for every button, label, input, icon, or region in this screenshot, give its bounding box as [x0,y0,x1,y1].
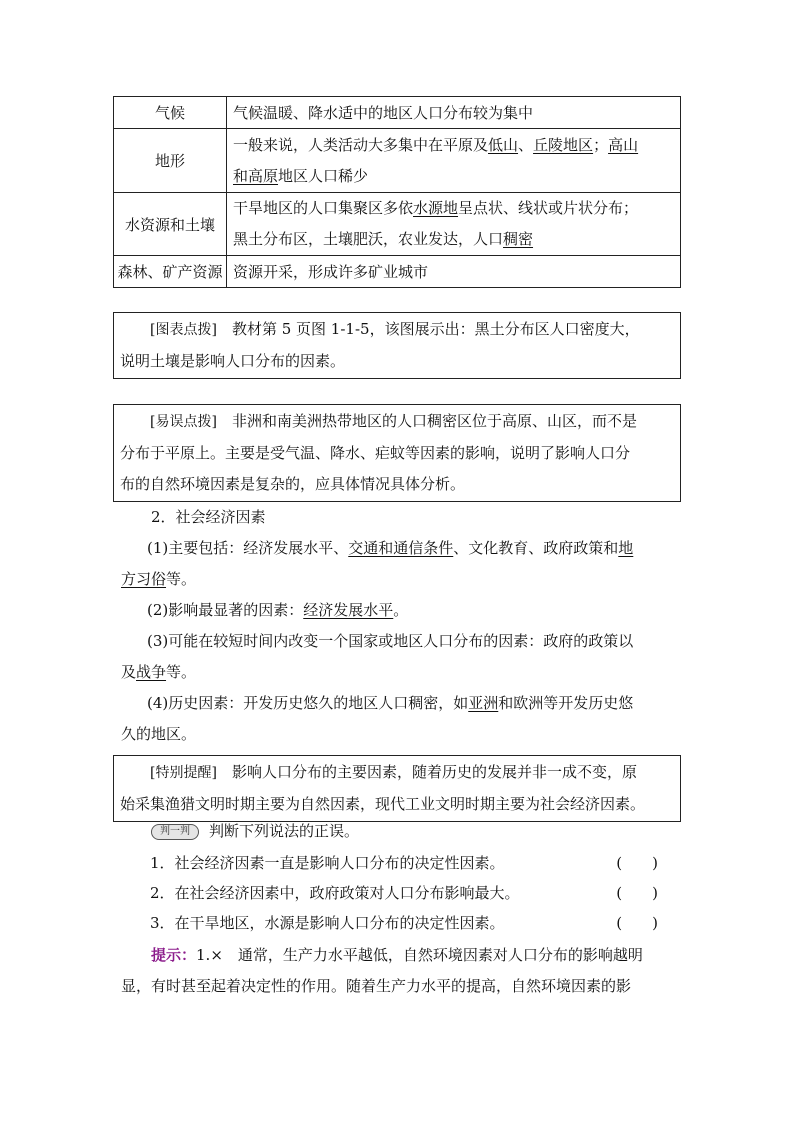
factor-name: 地形 [114,129,227,193]
box-text: 始采集渔猎文明时期主要为自然因素，现代工业文明时期主要为社会经济因素。 [120,795,646,813]
answer-blank[interactable]: ( ) [616,884,658,902]
underlined-text: 地 [618,539,634,557]
text-run: 一般来说，人类活动大多集中在平原及 [233,135,489,154]
box-text: 分布于平原上。主要是受气温、降水、疟蚊等因素的影响，说明了影响人口分 [120,444,631,462]
text-run: 干旱地区的人口集聚区多依 [233,199,414,217]
text-run: 等。 [166,570,197,588]
text-run: 等。 [166,663,197,681]
underlined-text: 方习俗 [121,570,167,588]
box-text: 说明土壤是影响人口分布的因素。 [120,352,346,370]
table-row [114,256,681,288]
box-tag: [图表点拨] [150,322,217,338]
underlined-text: 和高原 [233,166,279,185]
hint-section [121,940,681,1002]
question-text: 3．在干旱地区，水源是影响人口分布的决定性因素。 [150,914,505,932]
text-run: (1)主要包括：经济发展水平、 [147,539,349,557]
underlined-text: 丘陵地区 [533,135,594,154]
text-run: 呈点状、线状或片状分布； [458,199,639,217]
section-heading: 2．社会经济因素 [151,508,266,526]
underlined-text: 战争 [136,663,167,681]
box-text: 影响人口分布的主要因素，随着历史的发展并非一成不变，原 [231,763,637,781]
factor-desc: 气候温暖、降水适中的地区人口分布较为集中 [227,97,681,129]
hint-text: 显，有时甚至起着决定性的作用。随着生产力水平的提高，自然环境因素的影 [121,977,632,995]
box-text: 布的自然环境因素是复杂的，应具体情况具体分析。 [120,475,466,493]
text-run: 地区人口稀少 [278,166,369,185]
text-run: 、 [518,135,534,154]
judge-questions [150,848,670,938]
judge-title: 判断下列说法的正误。 [209,822,360,840]
paragraph [121,688,681,719]
list-item [150,908,670,938]
natural-factors-table [113,96,681,288]
factor-name: 气候 [114,97,227,129]
underlined-text: 高山 [608,135,639,154]
answer-blank[interactable]: ( ) [616,854,658,872]
underlined-text: 低山 [488,135,519,154]
underlined-text: 水源地 [413,199,459,217]
text-run: 和欧洲等开发历史悠 [498,694,634,712]
text-run: 、文化教育、政府政策和 [453,539,619,557]
underlined-text: 经济发展水平 [303,601,394,619]
text-run: (4)历史因素：开发历史悠久的地区人口稠密，如 [147,694,469,712]
table-row [114,129,681,193]
list-item [150,878,670,908]
paragraph [121,564,681,595]
paragraph [121,533,681,564]
table-row [114,97,681,129]
chart-hint-box [113,312,681,379]
error-hint-box [113,404,681,502]
factor-desc: 资源开采，形成许多矿业城市 [227,256,681,288]
social-factors-section [121,502,681,750]
box-text: 非洲和南美洲热带地区的人口稠密区位于高原、山区，而不是 [231,412,637,430]
judge-section-heading [121,816,681,847]
text-run: ； [593,135,609,154]
text-run: 及 [121,663,137,681]
text-run: (2)影响最显著的因素： [147,601,304,619]
factor-name: 水资源和土壤 [114,193,227,256]
answer-blank[interactable]: ( ) [616,914,658,932]
hint-label: 提示： [151,946,197,964]
paragraph: 久的地区。 [121,725,197,743]
hint-text: 1.× 通常，生产力水平越低，自然环境因素对人口分布的影响越明 [196,946,643,964]
question-text: 1．社会经济因素一直是影响人口分布的决定性因素。 [150,854,505,872]
paragraph: (3)可能在较短时间内改变一个国家或地区人口分布的因素：政府的政策以 [147,632,634,650]
special-reminder-box [113,755,681,822]
factor-name: 森林、矿产资源 [114,256,227,288]
table-row [114,193,681,256]
judge-badge: 判一判 [151,824,199,840]
box-tag: [易误点拨] [150,414,217,430]
text-run: 黑土分布区，土壤肥沃，农业发达，人口 [233,230,504,248]
list-item [150,848,670,878]
paragraph [121,657,681,688]
underlined-text: 稠密 [503,230,534,248]
paragraph [121,595,681,626]
box-text: 教材第 5 页图 1-1-5，该图展示出：黑土分布区人口密度大， [231,320,640,338]
text-run: 。 [393,601,409,619]
underlined-text: 交通和通信条件 [348,539,454,557]
box-tag: [特别提醒] [150,765,217,781]
underlined-text: 亚洲 [468,694,499,712]
factor-desc [227,193,681,256]
factor-desc [227,129,681,193]
question-text: 2．在社会经济因素中，政府政策对人口分布影响最大。 [150,884,520,902]
